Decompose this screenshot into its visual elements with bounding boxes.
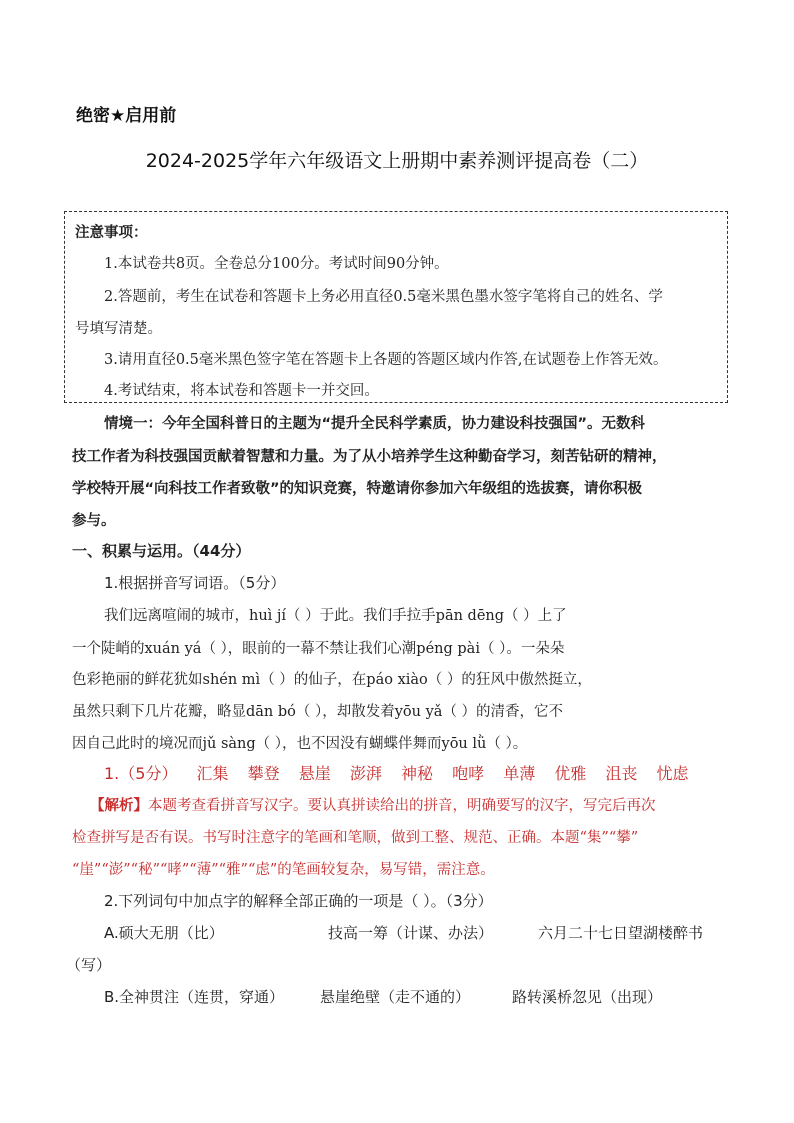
- answer-word: 咆哮: [452, 764, 485, 783]
- answer-word: 汇集: [196, 764, 229, 783]
- analysis-line: 检查拼写是否有误。书写时注意字的笔画和笔顺，做到工整、规范、正确。本题“集”“攀”: [72, 830, 639, 846]
- exam-title: 2024-2025学年六年级语文上册期中素养测评提高卷（二）: [145, 150, 649, 172]
- section-heading: 一、积累与运用。（44分）: [72, 542, 251, 560]
- notice-item: 2.答题前，考生在试卷和答题卡上务必用直径0.5毫米黑色墨水签字笔将自己的姓名、学: [104, 289, 663, 305]
- question-2-option-b: 悬崖绝壁（走不通的）: [320, 988, 471, 1006]
- question-1-line: 虽然只剩下几片花瓣，略显dān bó（ ），却散发着yōu yǎ（ ）的清香，它不: [72, 704, 564, 720]
- notice-box: [64, 211, 728, 403]
- question-1-line: 因自己此时的境况而jǔ sàng（ ），也不因没有蝴蝶伴舞而yōu lǜ（ ）。: [72, 736, 528, 752]
- answer-word: 沮丧: [605, 764, 638, 783]
- question-2-option-a: 六月二十七日望湖楼醉书: [538, 924, 704, 942]
- question-2-stem: 2.下列词句中加点字的解释全部正确的一项是（ ）。（3分）: [104, 892, 493, 910]
- scenario-line: 技工作者为科技强国贡献着智慧和力量。为了从小培养学生这种勤奋学习，刻苦钻研的精神，: [72, 449, 667, 465]
- notice-item: 号填写清楚。: [75, 321, 162, 337]
- analysis-text: 本题考查看拼音写汉字。要认真拼读给出的拼音，明确要写的汉字，写完后再次: [148, 798, 656, 814]
- notice-item: 4.考试结束，将本试卷和答题卡一并交回。: [104, 383, 379, 399]
- question-2-option-b: 路转溪桥忽见（出现）: [512, 988, 663, 1006]
- question-2-option-b: B.全神贯注（连贯，穿通）: [104, 988, 285, 1006]
- question-1-answers: [104, 761, 703, 784]
- answer-word: 澎湃: [349, 764, 382, 783]
- answer-label: 1.（5分）: [104, 764, 178, 783]
- question-2-option-a: A.硕大无朋（比）: [104, 924, 224, 942]
- analysis-line: “崖”“澎”“秘”“哮”“薄”“雅”“虑”的笔画较复杂，易写错，需注意。: [72, 862, 495, 878]
- scenario-line: 参与。: [72, 513, 116, 529]
- secret-mark: 绝密★启用前: [76, 106, 177, 126]
- question-1-line: 一个陡峭的xuán yá（ ），眼前的一幕不禁让我们心潮péng pài（ ）。一朵朵: [72, 641, 565, 657]
- answer-word: 悬崖: [298, 764, 331, 783]
- question-1-stem: 1.根据拼音写词语。（5分）: [104, 574, 286, 592]
- question-1-line: 我们远离喧闹的城市，huì jí（ ）于此。我们手拉手pān dēng（ ）上了: [104, 608, 567, 624]
- question-2-option-a-cont: （写）: [66, 956, 112, 974]
- analysis-line: [90, 794, 656, 815]
- answer-word: 单薄: [503, 764, 536, 783]
- scenario-line: 学校特开展“向科技工作者致敬”的知识竞赛，特邀请你参加六年级组的选拔赛，请你积极: [72, 481, 643, 497]
- question-2-option-a: 技高一筹（计谋、办法）: [328, 924, 494, 942]
- scenario-line: 情境一：今年全国科普日的主题为“提升全民科学素质，协力建设科技强国”。无数科: [104, 416, 646, 432]
- analysis-tag: 【解析】: [90, 798, 148, 814]
- answer-word: 优雅: [554, 764, 587, 783]
- answer-word: 攀登: [247, 764, 280, 783]
- notice-item: 1.本试卷共8页。全卷总分100分。考试时间90分钟。: [104, 256, 449, 272]
- answer-word: 忧虑: [656, 764, 689, 783]
- answer-word: 神秘: [400, 764, 433, 783]
- question-1-line: 色彩艳丽的鲜花犹如shén mì（ ）的仙子，在páo xiào（ ）的狂风中傲然挺立，: [72, 672, 592, 688]
- notice-item: 3.请用直径0.5毫米黑色签字笔在答题卡上各题的答题区域内作答,在试题卷上作答无效。: [104, 352, 668, 368]
- notice-heading: 注意事项：: [75, 225, 148, 241]
